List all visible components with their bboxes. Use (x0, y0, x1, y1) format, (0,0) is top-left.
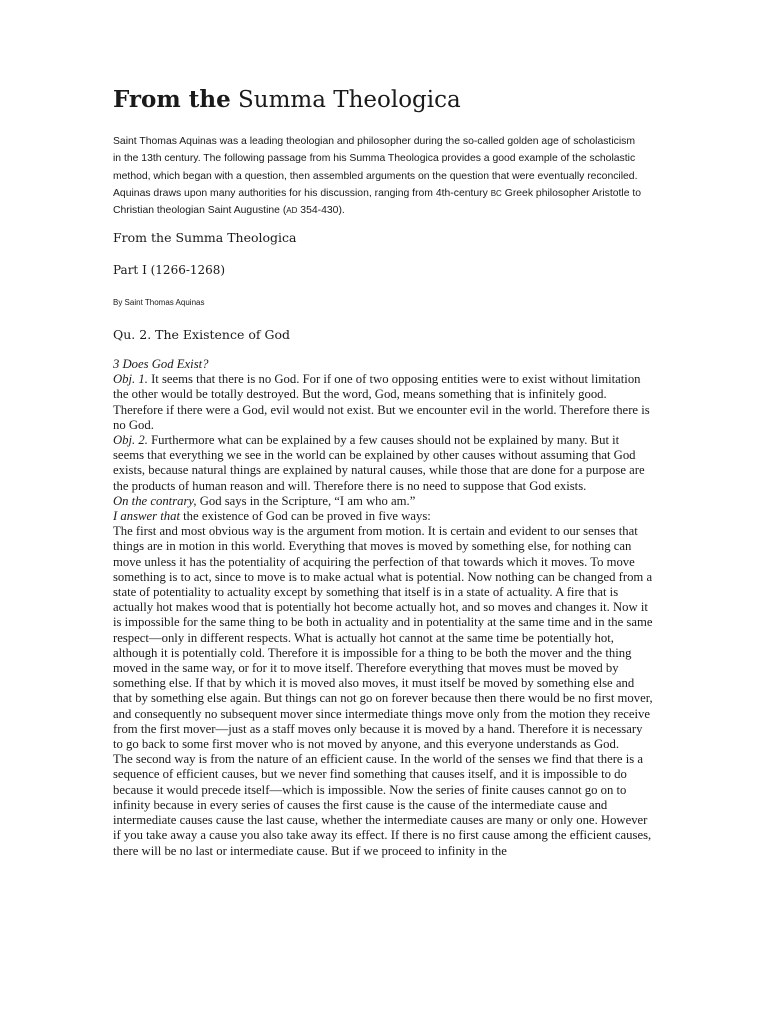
question-heading: Qu. 2. The Existence of God (113, 327, 290, 342)
answer-label: I answer that (113, 509, 180, 524)
first-way-paragraph: The first and most obvious way is the argument from motion. It is certain and evident to our senses that things are in motion in this world. Everything that moves is moved by something else, for nothing can move unless it has the potentiality of acquiring the perfection of that towards which it moves. To move something is to act, since to move is to make actual what is potential. Now nothing can be changed from a state of potentiality to actuality except by something that itself is in a state of actuality. A fire that is actually hot makes wood that is potentially hot become actually hot, and so moves and changes it. Now it is impossible for the same thing to be both in actuality and in potentiality at the same time and in the same respect—only in different respects. What is actually hot cannot at the same time be potentially hot, although it is potentially cold. Therefore it is impossible for a thing to be both the mover and the thing moved in the same way, or for it to move itself. Therefore everything that moves must be moved by something else. If that by which it is moved also moves, it must itself be moved by something else and that by something else again. But things can not go on forever because then there would be no first mover, and consequently no subsequent mover since intermediate things move only from the motion they receive from the first mover—just as a staff moves only because it is moved by a hand. Therefore it is necessary to go back to some first mover who is not moved by anyone, and this everyone understands as God. (113, 524, 653, 752)
intro-text-2: Greek philosopher Aristotle to Christian theologian Saint Augustine ( (113, 187, 642, 217)
contrary-text: God says in the Scripture, “I am who am.” (196, 493, 416, 508)
intro-paragraph (113, 133, 643, 219)
intro-bc: BC (490, 188, 502, 198)
answer-text: the existence of God can be proved in five ways: (179, 509, 431, 524)
on-the-contrary (113, 494, 653, 509)
answer (113, 509, 653, 524)
contrary-label: On the contrary, (113, 493, 197, 508)
document-title (113, 86, 461, 113)
objection-2-text: Furthermore what can be explained by a few causes should not be explained by many. But it seems that everything we see in the world can be explained by other causes without assuming that God exists, because natural things are explained by natural causes, while those that are done for a purpose are the products of human reason and will. Therefore there is no need to suppose that God exists. (113, 433, 645, 493)
section-subtitle (113, 230, 297, 245)
intro-text-3: 354-430). (297, 205, 345, 217)
objection-1 (113, 372, 653, 433)
intro-ad: AD (286, 206, 298, 216)
title-bold-part: From the (113, 86, 231, 113)
objection-2 (113, 433, 653, 494)
subtitle-name: Summa Theologica (175, 230, 297, 245)
objection-1-label: Obj. 1. (113, 372, 148, 387)
second-way-paragraph: The second way is from the nature of an efficient cause. In the world of the senses we find that there is a sequence of efficient causes, but we never find something that causes itself, and it is impossible to do because it would precede itself—which is impossible. Now the series of finite causes cannot go on to infinity because in every series of causes the first cause is the cause of the intermediate cause and intermediate causes cause the last cause, whether the intermediate causes are many or only one. However if you take away a cause you also take away its effect. If there is no first cause among the efficient causes, there will be no last or intermediate cause. But if we proceed to infinity in the (113, 752, 652, 858)
title-work-name: Summa Theologica (238, 87, 461, 113)
author-byline: By Saint Thomas Aquinas (113, 298, 205, 307)
body-text (113, 357, 653, 859)
part-heading: Part I (1266-1268) (113, 263, 226, 277)
intro-text-1: Saint Thomas Aquinas was a leading theologian and philosopher during the so-called golden age of scholasticism in the 13th century. The following passage from his Summa Theologica provides a good example of the scholastic method, which began with a question, then assembled arguments on the question that were eventually reconciled. Aquinas draws upon many authorities for his discussion, ranging from 4th-century (113, 136, 638, 199)
objection-2-label: Obj. 2. (113, 433, 148, 448)
objection-1-text: It seems that there is no God. For if one of two opposing entities were to exist without limitation the other would be totally destroyed. But the word, God, means something that is infinitely good. Therefore if there were a God, evil would not exist. But we encounter evil in the world. Therefore there is no God. (113, 372, 650, 432)
article-title: 3 Does God Exist? (113, 357, 209, 371)
subtitle-prefix: From the (113, 230, 172, 245)
